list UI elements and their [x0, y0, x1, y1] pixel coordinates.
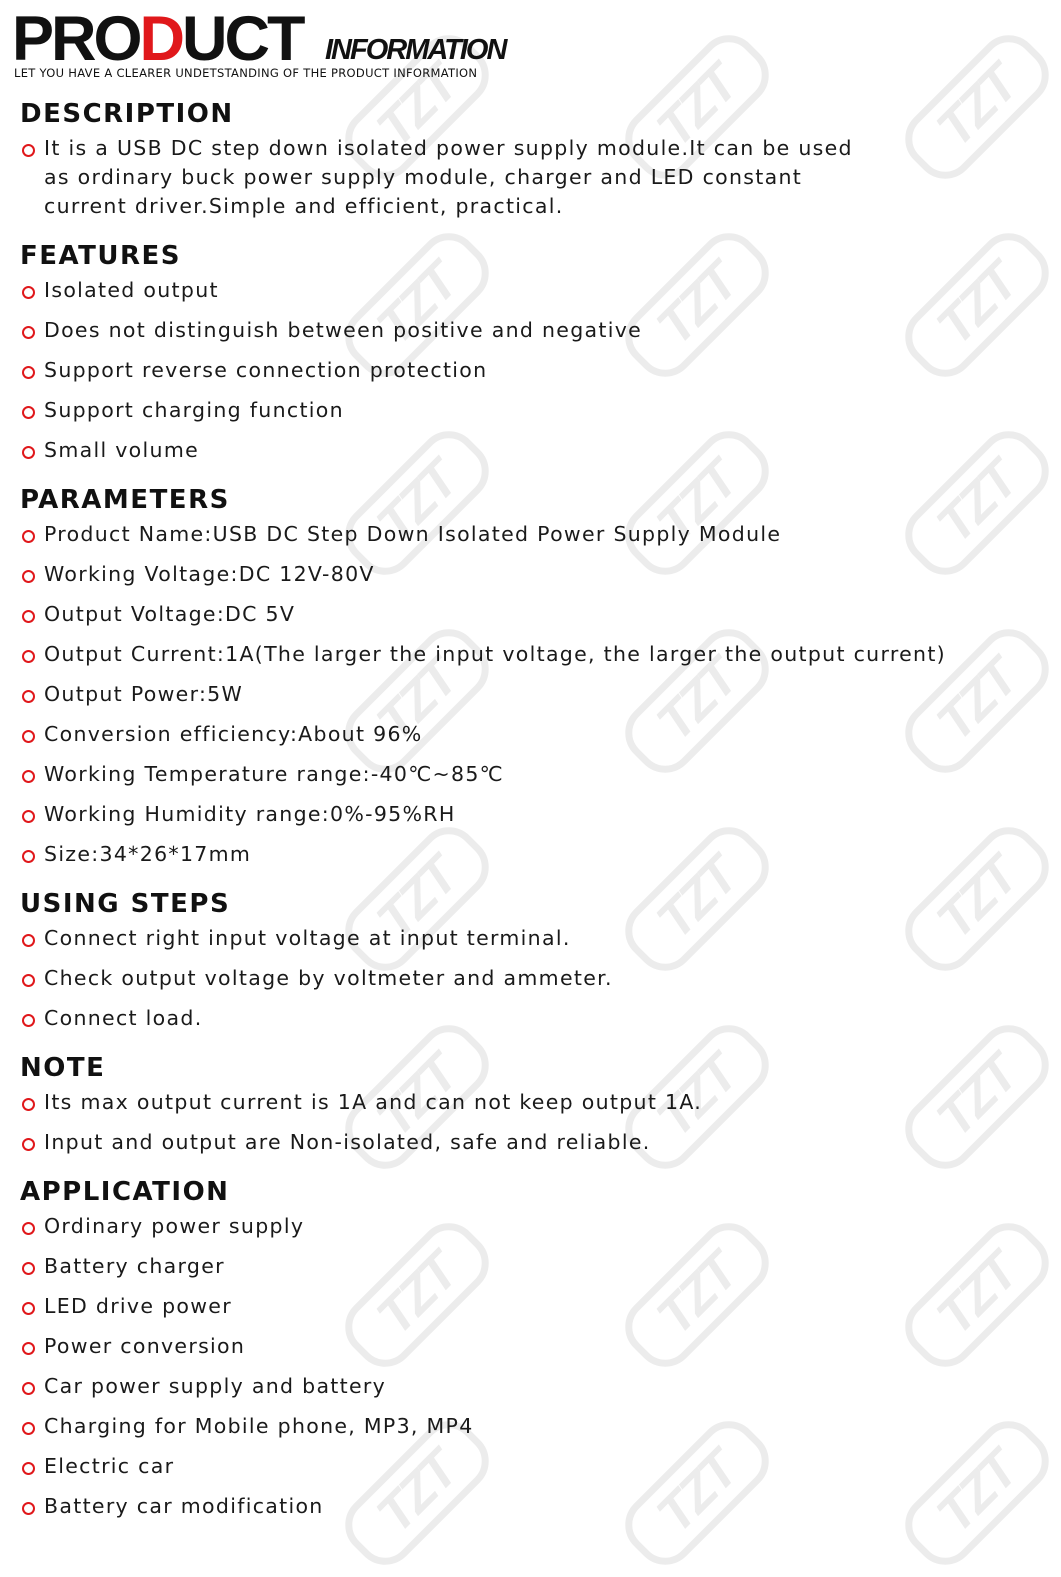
- header-title-part3: UCT: [182, 4, 303, 74]
- section-title: USING STEPS: [20, 889, 231, 919]
- watermark-logo: TZT: [613, 23, 781, 191]
- bullet-circle-icon: [22, 326, 35, 339]
- header-subtitle: LET YOU HAVE A CLEARER UNDETSTANDING OF THE PRODUCT INFORMATION: [14, 66, 478, 80]
- header-title: [12, 4, 303, 74]
- watermark-logo: TZT: [333, 1211, 501, 1379]
- features-list: [20, 276, 990, 476]
- watermark-logo: TZT: [333, 617, 501, 785]
- list-item: [20, 1088, 990, 1128]
- list-item-text: Input and output are Non-isolated, safe and reliable.: [44, 1130, 651, 1154]
- features-section: [20, 240, 990, 476]
- bullet-circle-icon: [22, 1342, 35, 1355]
- list-item: [20, 1412, 990, 1452]
- list-item: [20, 1332, 990, 1372]
- section-title: DESCRIPTION: [20, 99, 234, 129]
- list-item: [20, 520, 990, 560]
- bullet-circle-icon: [22, 366, 35, 379]
- list-item-text: Car power supply and battery: [44, 1374, 387, 1398]
- list-item: [20, 720, 990, 760]
- bullet-circle-icon: [22, 770, 35, 783]
- list-item: [20, 840, 990, 880]
- list-item-text: Output Voltage:DC 5V: [44, 602, 296, 626]
- list-item-text: Working Voltage:DC 12V-80V: [44, 562, 375, 586]
- list-item-text: Connect right input voltage at input terminal.: [44, 926, 571, 950]
- list-item-text: Support reverse connection protection: [44, 358, 488, 382]
- list-item: [20, 1128, 990, 1168]
- list-item: [20, 800, 990, 840]
- section-title: FEATURES: [20, 241, 181, 271]
- bullet-circle-icon: [22, 286, 35, 299]
- watermark-logo: TZT: [893, 23, 1061, 191]
- watermark-logo: TZT: [613, 1409, 781, 1577]
- list-item-text: Working Humidity range:0%-95%RH: [44, 802, 456, 826]
- list-item-text: Check output voltage by voltmeter and ammeter.: [44, 966, 613, 990]
- list-item: [20, 924, 990, 964]
- watermark-logo: TZT: [613, 419, 781, 587]
- list-item: [20, 600, 990, 640]
- list-item-text: Size:34*26*17mm: [44, 842, 252, 866]
- list-item: [20, 760, 990, 800]
- list-item-text: Support charging function: [44, 398, 344, 422]
- list-item: [20, 1252, 990, 1292]
- list-item: [20, 680, 990, 720]
- header-title-part1: PRO: [12, 4, 140, 74]
- watermark-logo: TZT: [613, 221, 781, 389]
- parameters-section: [20, 484, 990, 880]
- watermark-logo: TZT: [893, 221, 1061, 389]
- bullet-circle-icon: [22, 144, 35, 157]
- list-item-text: Ordinary power supply: [44, 1214, 305, 1238]
- list-item: [20, 356, 990, 396]
- list-item: [20, 396, 990, 436]
- watermark-logo: TZT: [893, 419, 1061, 587]
- list-item-text: Product Name:USB DC Step Down Isolated Power Supply Module: [44, 522, 782, 546]
- bullet-circle-icon: [22, 530, 35, 543]
- watermark-logo: TZT: [333, 23, 501, 191]
- list-item: [20, 1212, 990, 1252]
- bullet-circle-icon: [22, 1302, 35, 1315]
- list-item-text: Its max output current is 1A and can not keep output 1A.: [44, 1090, 703, 1114]
- bullet-circle-icon: [22, 1098, 35, 1111]
- watermark-logo: TZT: [893, 1013, 1061, 1181]
- application-list: [20, 1212, 990, 1532]
- list-item: [20, 436, 990, 476]
- application-section: [20, 1176, 990, 1532]
- list-item-text: Small volume: [44, 438, 199, 462]
- watermark-logo: TZT: [893, 815, 1061, 983]
- watermark-logo: TZT: [613, 815, 781, 983]
- bullet-circle-icon: [22, 570, 35, 583]
- bullet-circle-icon: [22, 934, 35, 947]
- watermark-logo: TZT: [333, 419, 501, 587]
- bullet-circle-icon: [22, 810, 35, 823]
- note-section: [20, 1052, 990, 1168]
- header-title-information: INFORMATION: [325, 34, 506, 66]
- list-item-text: Connect load.: [44, 1006, 203, 1030]
- watermark-logo: TZT: [893, 1409, 1061, 1577]
- bullet-circle-icon: [22, 446, 35, 459]
- list-item: [20, 1004, 990, 1044]
- bullet-circle-icon: [22, 1262, 35, 1275]
- watermark-logo: TZT: [333, 1409, 501, 1577]
- list-item-text: Battery car modification: [44, 1494, 324, 1518]
- watermark-logo: TZT: [613, 1013, 781, 1181]
- watermark-logo: TZT: [333, 1013, 501, 1181]
- bullet-circle-icon: [22, 730, 35, 743]
- bullet-circle-icon: [22, 1502, 35, 1515]
- watermark-logo: TZT: [893, 1211, 1061, 1379]
- watermark-logo: TZT: [613, 617, 781, 785]
- list-item-text: Electric car: [44, 1454, 175, 1478]
- list-item-text: Conversion efficiency:About 96%: [44, 722, 423, 746]
- list-item-text: Isolated output: [44, 278, 219, 302]
- note-list: [20, 1088, 990, 1168]
- list-item: [20, 560, 990, 600]
- bullet-circle-icon: [22, 974, 35, 987]
- list-item: [20, 276, 990, 316]
- list-item: [20, 1292, 990, 1332]
- list-item-text: It is a USB DC step down isolated power supply module.It can be used as ordinary buck power supply module, charger and LED constant current driver.Simple and efficient, practical.: [44, 136, 853, 218]
- bullet-circle-icon: [22, 1222, 35, 1235]
- bullet-circle-icon: [22, 1382, 35, 1395]
- description-section: [20, 98, 990, 221]
- bullet-circle-icon: [22, 850, 35, 863]
- watermark-logo: TZT: [893, 617, 1061, 785]
- list-item-text: Does not distinguish between positive and negative: [44, 318, 643, 342]
- list-item: [20, 964, 990, 1004]
- using-steps-list: [20, 924, 990, 1044]
- list-item-text: LED drive power: [44, 1294, 232, 1318]
- bullet-circle-icon: [22, 406, 35, 419]
- bullet-circle-icon: [22, 690, 35, 703]
- section-title: PARAMETERS: [20, 485, 230, 515]
- list-item-text: Output Current:1A(The larger the input voltage, the larger the output current): [44, 642, 946, 666]
- product-information-header: [12, 4, 712, 84]
- list-item: [20, 316, 990, 356]
- bullet-circle-icon: [22, 1138, 35, 1151]
- bullet-circle-icon: [22, 610, 35, 623]
- bullet-circle-icon: [22, 1422, 35, 1435]
- section-title: APPLICATION: [20, 1177, 230, 1207]
- list-item-text: Battery charger: [44, 1254, 225, 1278]
- header-title-accent-letter: D: [139, 4, 183, 74]
- parameters-list: [20, 520, 990, 880]
- bullet-circle-icon: [22, 1014, 35, 1027]
- bullet-circle-icon: [22, 650, 35, 663]
- bullet-circle-icon: [22, 1462, 35, 1475]
- using-steps-section: [20, 888, 990, 1044]
- list-item-text: Output Power:5W: [44, 682, 244, 706]
- list-item: [20, 1452, 990, 1492]
- list-item-text: Working Temperature range:-40℃~85℃: [44, 762, 505, 786]
- list-item: [20, 640, 990, 680]
- list-item: [20, 1372, 990, 1412]
- watermark-logo: TZT: [333, 815, 501, 983]
- list-item: [20, 1492, 990, 1532]
- list-item: [20, 134, 864, 221]
- watermark-logo: TZT: [613, 1211, 781, 1379]
- description-list: [20, 134, 990, 221]
- list-item-text: Charging for Mobile phone, MP3, MP4: [44, 1414, 474, 1438]
- list-item-text: Power conversion: [44, 1334, 246, 1358]
- section-title: NOTE: [20, 1053, 106, 1083]
- watermark-logo: TZT: [333, 221, 501, 389]
